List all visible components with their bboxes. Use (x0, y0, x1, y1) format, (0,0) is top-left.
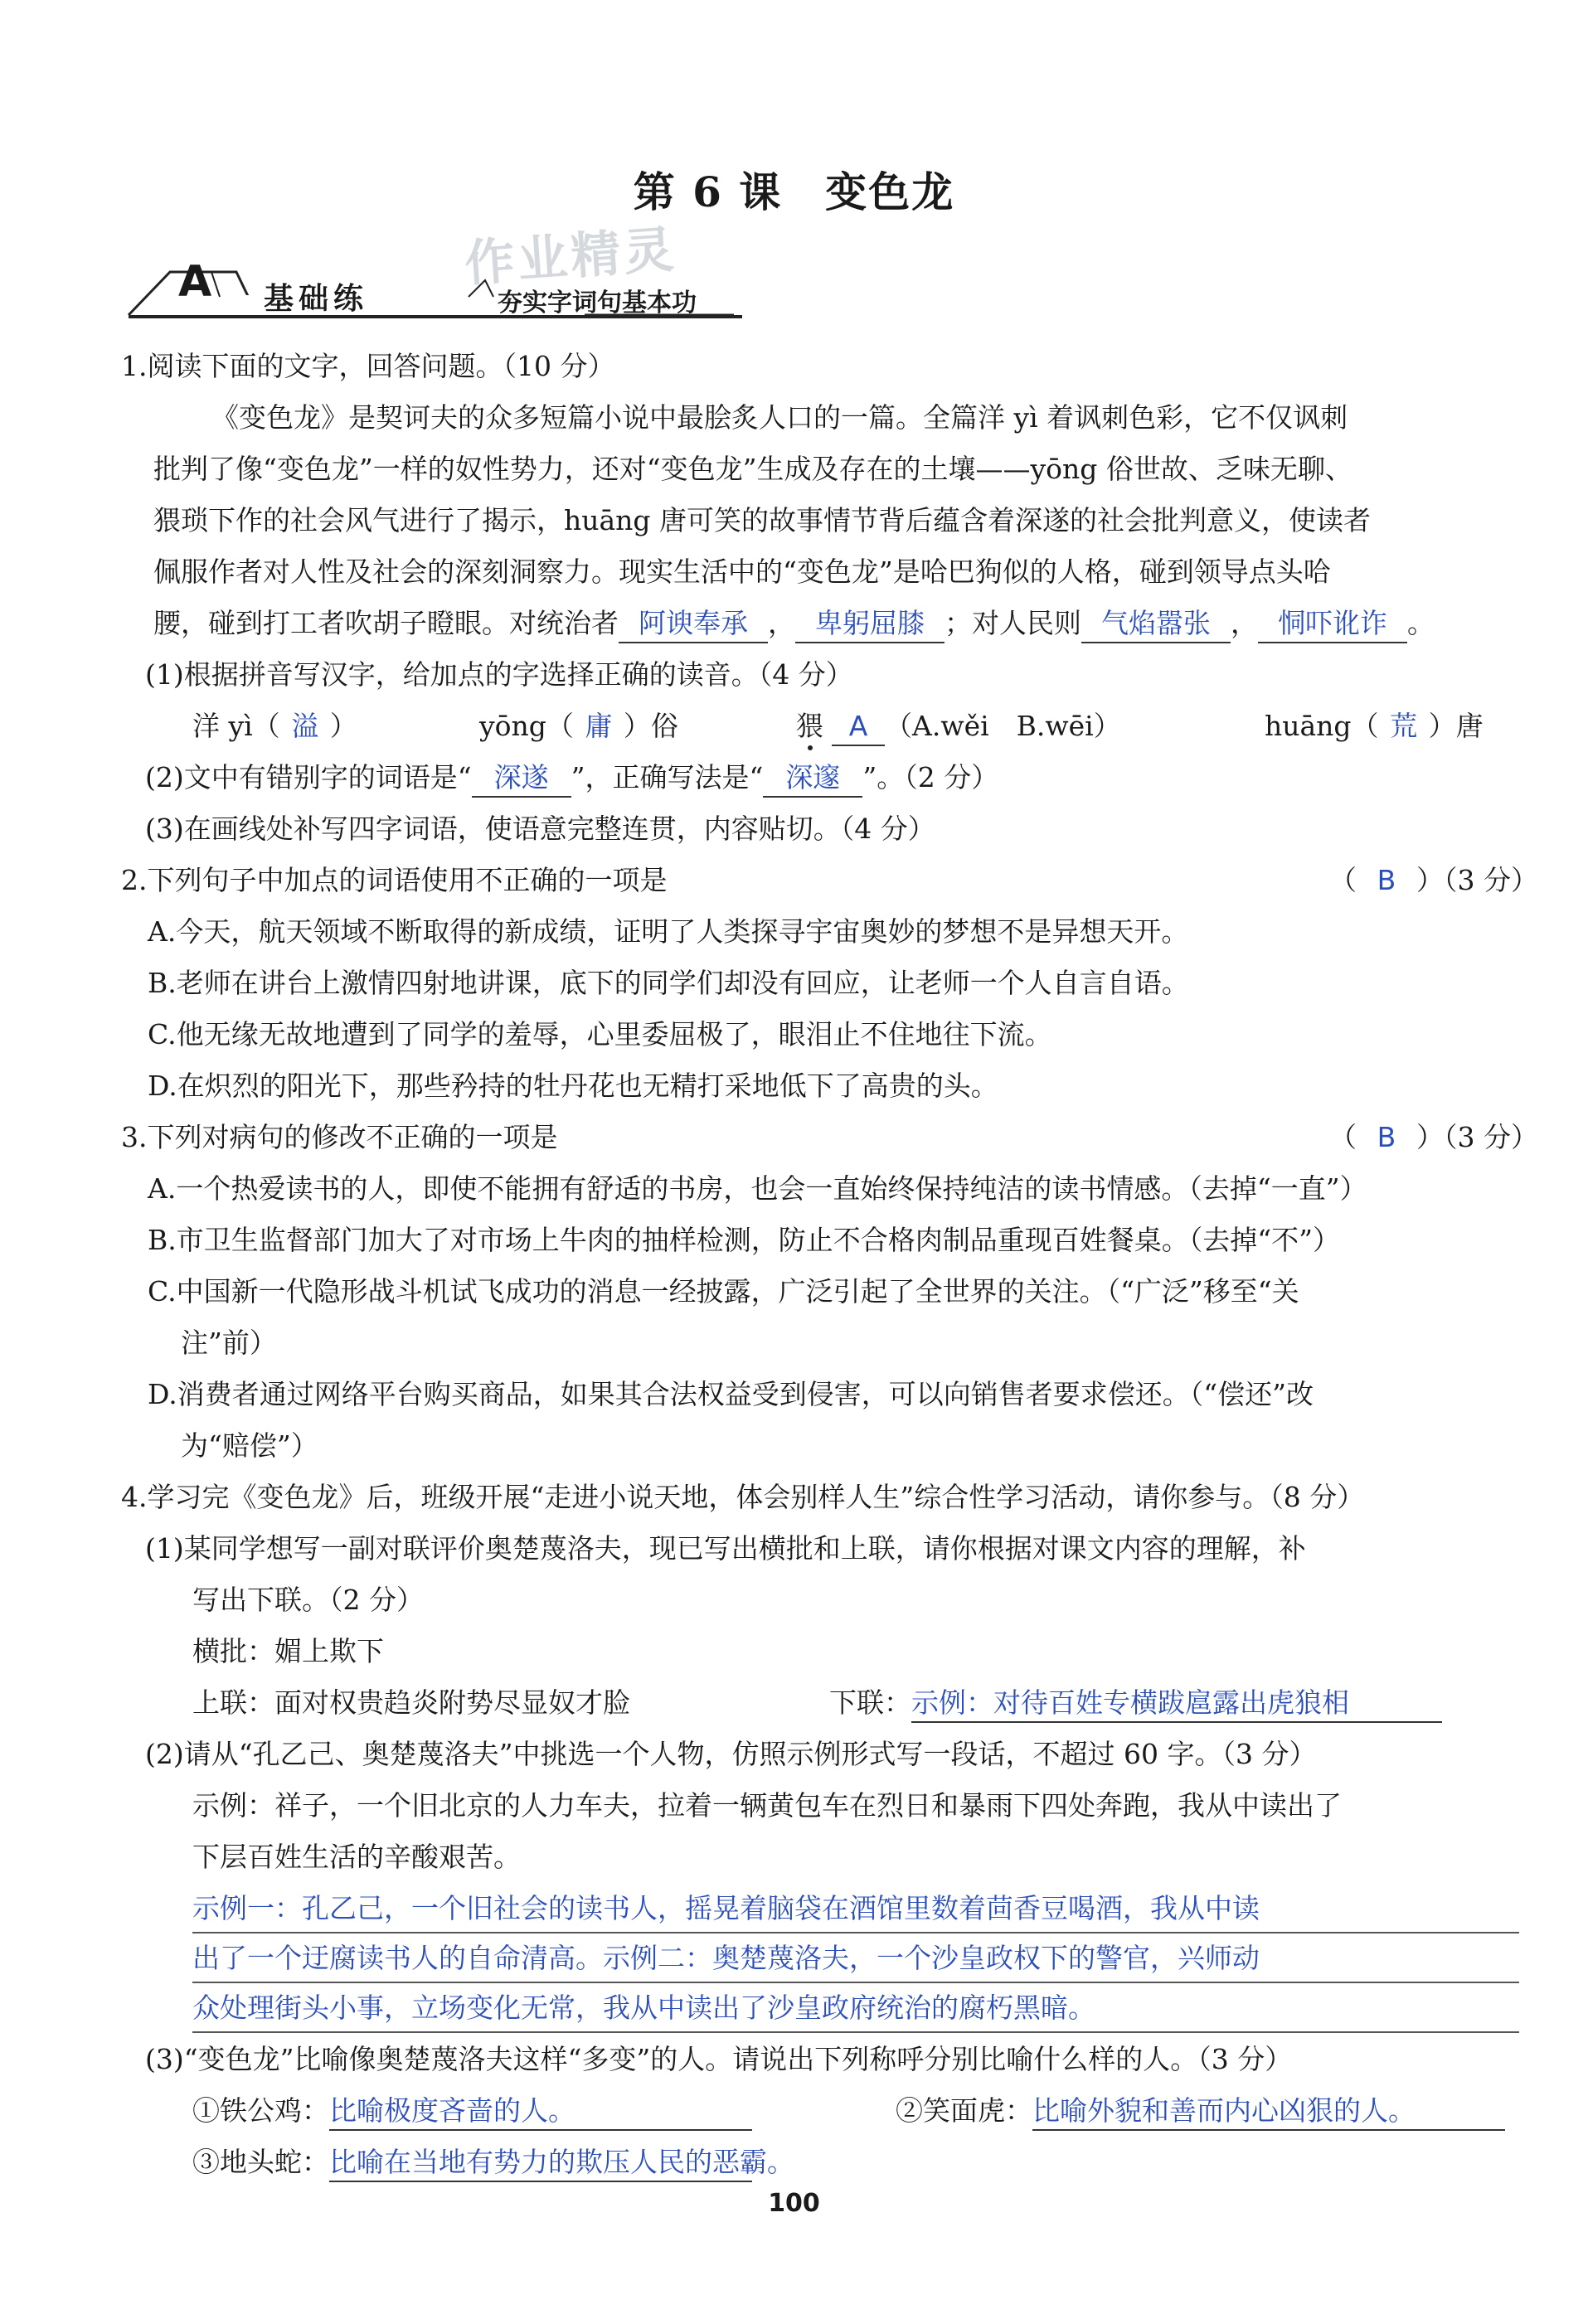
q1-pinyin-3 (796, 708, 1121, 746)
section-subtitle: 夯实字词句基本功 (498, 289, 697, 318)
q1-passage-line: 批判了像“变色龙”一样的奴性势力，还对“变色龙”生成及存在的土壤——yōng 俗世故、乏味无聊、 (153, 453, 1352, 485)
q1-blank-answer: 恫吓讹诈 (1258, 605, 1407, 643)
q3-option-b: B.市卫生监督部门加大了对市场上牛肉的抽样检测，防止不合格肉制品重现百姓餐桌。（去掉“不”） (148, 1224, 1340, 1256)
q4-sub2: (2)请从“孔乙己、奥楚蔑洛夫”中挑选一个人物，仿照示例形式写一段话，不超过 60 字。（3 分） (145, 1738, 1317, 1770)
q2-stem: 2.下列句子中加点的词语使用不正确的一项是 (121, 864, 668, 896)
sub2-text: ”。（2 分） (862, 761, 999, 793)
pinyin-options: （A.wěi B.wēi） (885, 710, 1121, 742)
q1-blank-answer: 阿谀奉承 (619, 605, 768, 643)
q4-sub1-cont: 写出下联。（2 分） (192, 1584, 424, 1616)
pinyin-suffix: ）唐 (1428, 710, 1484, 742)
q3-option-d: D.消费者通过网络平台购买商品，如果其合法权益受到侵害，可以向销售者要求偿还。（“偿还”改 (148, 1378, 1314, 1410)
section-letter-icon: A (178, 257, 212, 307)
q1-pinyin-1: 洋 yì（ 溢 ） (192, 708, 357, 745)
q4-term-2 (896, 2093, 1505, 2131)
q1-passage-line: 猥琐下作的社会风气进行了揭示，huāng 唐可笑的故事情节背后蕴含着深遂的社会批判意义，使读者 (153, 504, 1372, 536)
q4-answer-line: 示例一：孔乙己，一个旧社会的读书人，摇晃着脑袋在酒馆里数着茴香豆喝酒，我从中读 (192, 1892, 1260, 1924)
term-label: ①铁公鸡： (192, 2094, 329, 2127)
q1-sub1: (1)根据拼音写汉字，给加点的字选择正确的读音。（4 分） (145, 658, 853, 691)
q3-option-d-cont: 为“赔偿”） (181, 1429, 318, 1462)
watermark-text: 作业精灵 (463, 221, 679, 294)
sub2-right-answer: 深邃 (763, 759, 862, 798)
sub2-wrong-answer: 深遂 (472, 759, 571, 798)
q4-example-line: 示例：祥子，一个旧北京的人力车夫，拉着一辆黄包车在烈日和暴雨下四处奔跑，我从中读出了 (192, 1789, 1342, 1822)
term-label: ③地头蛇： (192, 2146, 329, 2178)
pinyin-answer: A (832, 708, 885, 746)
q4-sub1: (1)某同学想写一副对联评价奥楚蔑洛夫，现已写出横批和上联，请你根据对课文内容的理解，补 (145, 1532, 1306, 1565)
q4-answer-line: 众处理街头小事，立场变化无常，我从中读出了沙皇政府统治的腐朽黑暗。 (192, 1992, 1095, 2024)
sub2-text: (2)文中有错别字的词语是“ (145, 761, 472, 793)
pinyin-answer: 荒 (1390, 710, 1418, 742)
pinyin-prompt: yōng（ (479, 710, 574, 742)
term-answer: 比喻外貌和善而内心凶狠的人。 (1032, 2093, 1505, 2131)
q4-answer-line: 出了一个迂腐读书人的自命清高。示例二：奥楚蔑洛夫，一个沙皇政权下的警官，兴师动 (192, 1942, 1260, 1974)
answer-rule (192, 1982, 1519, 1983)
couplet-shanglian: 上联：面对权贵趋炎附势尽显奴才脸 (192, 1686, 630, 1719)
pinyin-suffix: ）俗 (623, 710, 678, 742)
term-label: ②笑面虎： (896, 2094, 1032, 2127)
q1-sub3: (3)在画线处补写四字词语，使语意完整连贯，内容贴切。（4 分） (145, 813, 935, 845)
q4-stem: 4.学习完《变色龙》后，班级开展“走进小说天地，体会别样人生”综合性学习活动，请你参与。（8 分） (121, 1481, 1365, 1513)
q1-passage-text: ；对人民则 (945, 607, 1081, 639)
q3-score: ）（3 分） (1416, 1121, 1538, 1153)
q3-stem: 3.下列对病句的修改不正确的一项是 (121, 1121, 558, 1153)
q2-answer-box: （ B ）（3 分） (1329, 862, 1538, 899)
xialian-label: 下联： (829, 1686, 911, 1719)
pinyin-answer: 溢 (291, 710, 319, 742)
q2-option-b: B.老师在讲台上激情四射地讲课，底下的同学们却没有回应，让老师一个人自言自语。 (148, 967, 1189, 999)
q4-sub3: (3)“变色龙”比喻像奥楚蔑洛夫这样“多变”的人。请说出下列称呼分别比喻什么样的人。（3 分） (145, 2043, 1293, 2075)
term-answer: 比喻在当地有势力的欺压人民的恶霸。 (329, 2144, 752, 2182)
term-answer: 比喻极度吝啬的人。 (329, 2093, 752, 2131)
pinyin-prompt: 洋 yì（ (192, 710, 280, 742)
q2-option-d: D.在炽烈的阳光下，那些矜持的牡丹花也无精打采地低下了高贵的头。 (148, 1070, 998, 1102)
q1-passage-line-with-blanks: 腰，碰到打工者吹胡子瞪眼。对统治者 阿谀奉承 ， 卑躬屈膝 ；对人民则 气焰嚣张 ， 恫吓讹诈 。 (153, 605, 1435, 643)
section-name: 基础练 (264, 281, 369, 316)
q1-passage-line: 佩服作者对人性及社会的深刻洞察力。现实生活中的“变色龙”是哈巴狗似的人格，碰到领导点头哈 (153, 556, 1331, 588)
q1-pinyin-4 (1265, 708, 1484, 745)
q2-score: ）（3 分） (1416, 864, 1538, 896)
lesson-title: 第 6 课 变色龙 (633, 167, 955, 216)
q3-option-c: C.中国新一代隐形战斗机试飞成功的消息一经披露，广泛引起了全世界的关注。（“广泛”移至“关 (148, 1275, 1299, 1308)
pinyin-prompt: huāng（ (1265, 710, 1379, 742)
answer-rule (192, 1932, 1519, 1933)
q2-option-a: A.今天，航天领域不断取得的新成绩，证明了人类探寻宇宙奥妙的梦想不是异想天开。 (148, 915, 1189, 948)
page-number: 100 (768, 2189, 820, 2218)
couplet-xialian (829, 1685, 1442, 1723)
q2-answer: B (1377, 864, 1396, 896)
q1-passage-line: 《变色龙》是契诃夫的众多短篇小说中最脍炙人口的一篇。全篇洋 yì 着讽刺色彩，它不仅讽刺 (211, 401, 1348, 434)
sub2-text: ”，正确写法是“ (571, 761, 764, 793)
q3-answer: B (1377, 1121, 1396, 1153)
pinyin-dotted-char: 猥 (796, 710, 823, 742)
xialian-answer: 示例：对待百姓专横跋扈露出虎狼相 (911, 1685, 1442, 1723)
q1-sub2 (145, 759, 998, 798)
q4-term-3 (192, 2144, 794, 2182)
q4-term-1 (192, 2093, 752, 2131)
q1-blank-answer: 气焰嚣张 (1081, 605, 1231, 643)
q3-option-c-cont: 注”前） (181, 1327, 277, 1359)
q3-answer-box: （ B ）（3 分） (1329, 1119, 1538, 1156)
q1-passage-text: 腰，碰到打工者吹胡子瞪眼。对统治者 (153, 607, 619, 639)
pinyin-answer: 庸 (585, 710, 613, 742)
q3-option-a: A.一个热爱读书的人，即使不能拥有舒适的书房，也会一直始终保持纯洁的读书情感。（去掉“一直”） (148, 1172, 1367, 1205)
q1-pinyin-2 (479, 708, 678, 745)
answer-rule (192, 2031, 1519, 2033)
couplet-hengpi: 横批：媚上欺下 (192, 1635, 384, 1667)
q1-blank-answer: 卑躬屈膝 (795, 605, 945, 643)
q4-example-line: 下层百姓生活的辛酸艰苦。 (192, 1841, 521, 1873)
q1-stem: 1.阅读下面的文字，回答问题。（10 分） (121, 350, 615, 382)
q2-option-c: C.他无缘无故地遭到了同学的羞辱，心里委屈极了，眼泪止不住地往下流。 (148, 1018, 1052, 1050)
